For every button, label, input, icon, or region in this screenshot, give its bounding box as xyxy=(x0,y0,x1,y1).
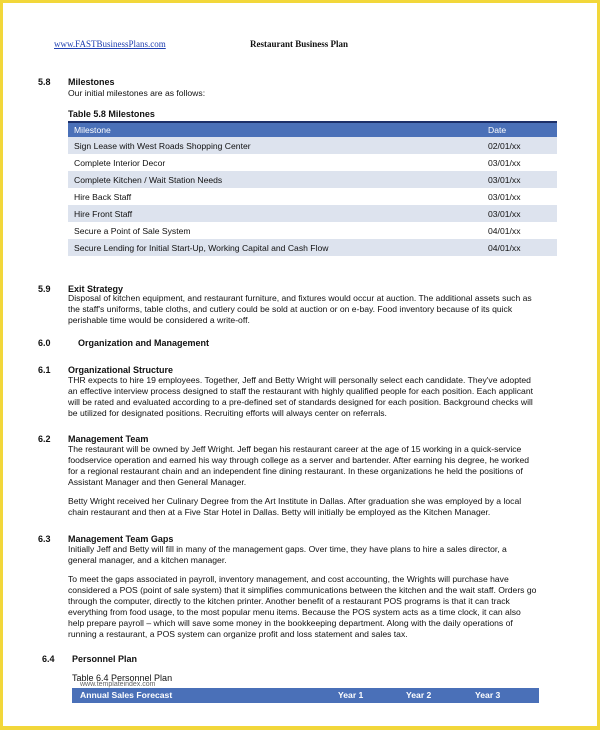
section-paragraph: Betty Wright received her Culinary Degree from the Art Institute in Dallas. After graduation she was employed by a local chain restaurant and then at a Five Star Hotel in Dallas. Betty will initially be employed as the Kitchen Manager. xyxy=(68,496,522,517)
section-number: 6.1 xyxy=(38,365,51,375)
table-row xyxy=(68,171,557,188)
website-link[interactable]: www.FASTBusinessPlans.com xyxy=(54,39,166,49)
date-cell: 03/01/xx xyxy=(482,188,557,205)
date-cell: 02/01/xx xyxy=(482,137,557,154)
section-number: 5.9 xyxy=(38,284,51,294)
table-caption: Table 5.8 Milestones xyxy=(68,109,155,119)
date-cell: 03/01/xx xyxy=(482,171,557,188)
milestones-table xyxy=(68,121,557,256)
section-heading: Management Team xyxy=(68,434,149,444)
section-paragraph: The restaurant will be owned by Jeff Wright. Jeff began his restaurant career at the age of 15 working in a quick-service foodservice operation and earned his way through college as a server and bartender. After earning his degree, he worked for a regional restaurant chain and an independent fine dining restaurant. In these organizations he held the positions of Assistant Manager and then General Manager. xyxy=(68,444,530,487)
table-row xyxy=(68,154,557,171)
section-number: 6.4 xyxy=(42,654,55,664)
milestone-cell: Complete Kitchen / Wait Station Needs xyxy=(68,171,482,188)
forecast-table-header xyxy=(72,688,539,703)
section-heading: Organization and Management xyxy=(78,338,210,348)
section-number: 6.3 xyxy=(38,534,51,544)
table-row xyxy=(68,205,557,222)
section-number: 6.0 xyxy=(38,338,51,348)
section-paragraph: Disposal of kitchen equipment, and restaurant furniture, and fixtures would occur at auction. The additional assets such as the staff's uniforms, table cloths, and cutlery could be sold at auction or on e-bay. Food inventory because of its quick perishable time would be considered a write-off. xyxy=(68,293,532,325)
table-row xyxy=(68,137,557,154)
section-paragraph: THR expects to hire 19 employees. Together, Jeff and Betty Wright will personally select each candidate. They've adopted an effective interview process designed to staff the restaurant with highly qualified people for each position. Each applicant will be rated and evaluated according to a pre-defined set of standards designed for each position. Background checks will be utilized for designated positions. Recruiting efforts will always center on referrals. xyxy=(68,375,533,418)
milestone-cell: Secure a Point of Sale System xyxy=(68,222,482,239)
watermark: www.templateindex.com xyxy=(80,681,156,688)
date-cell: 04/01/xx xyxy=(482,239,557,256)
milestone-cell: Hire Front Staff xyxy=(68,205,482,222)
section-intro: Our initial milestones are as follows: xyxy=(68,88,206,98)
milestone-cell: Sign Lease with West Roads Shopping Center xyxy=(68,137,482,154)
section-heading: Organizational Structure xyxy=(68,365,174,375)
section-heading: Milestones xyxy=(68,77,115,87)
milestone-cell: Secure Lending for Initial Start-Up, Working Capital and Cash Flow xyxy=(68,239,482,256)
table-row xyxy=(68,188,557,205)
milestone-cell: Hire Back Staff xyxy=(68,188,482,205)
column-header: Year 3 xyxy=(475,690,501,700)
column-header: Annual Sales Forecast xyxy=(80,690,173,700)
table-row xyxy=(68,222,557,239)
section-number: 5.8 xyxy=(38,77,51,87)
section-heading: Exit Strategy xyxy=(68,284,124,294)
table-caption: Table 6.4 Personnel Plan xyxy=(72,673,173,683)
milestone-cell: Complete Interior Decor xyxy=(68,154,482,171)
column-header: Milestone xyxy=(68,122,482,137)
date-cell: 03/01/xx xyxy=(482,205,557,222)
column-header: Year 1 xyxy=(338,690,364,700)
date-cell: 03/01/xx xyxy=(482,154,557,171)
document-title: Restaurant Business Plan xyxy=(250,39,349,49)
section-number: 6.2 xyxy=(38,434,51,444)
section-heading: Personnel Plan xyxy=(72,654,138,664)
section-paragraph: To meet the gaps associated in payroll, inventory management, and cost accounting, the Wrights will purchase have considered a POS (point of sale system) that it simplifies communications between the kitchen and the wait staff. Orders go through the computer, directly to the kitchen printer. Another benefit of a restaurant POS programs is that it can track everything from food usage, to the most popular menu items. Because the POS system acts as a time clock, it can also help prepare payroll – which will save some money in the bookkeeping department. Along with the daily operations of running a restaurant, a POS system can organize profit and loss statement and sales tax. xyxy=(68,574,537,639)
date-cell: 04/01/xx xyxy=(482,222,557,239)
section-paragraph: Initially Jeff and Betty will fill in many of the management gaps. Over time, they have plans to hire a sales director, a general manager, and a kitchen manager. xyxy=(68,544,507,565)
section-heading: Management Team Gaps xyxy=(68,534,174,544)
column-header: Year 2 xyxy=(406,690,432,700)
table-header-row xyxy=(68,122,557,137)
column-header: Date xyxy=(482,122,557,137)
table-row xyxy=(68,239,557,256)
